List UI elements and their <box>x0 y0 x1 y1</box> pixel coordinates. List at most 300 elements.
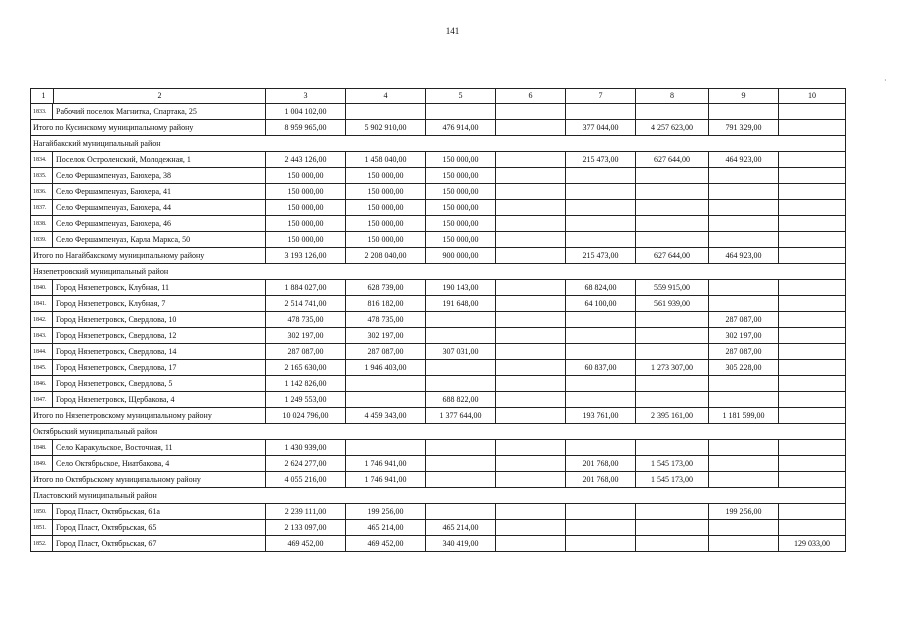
value-c6 <box>496 328 566 344</box>
district-row <box>31 264 846 280</box>
district-row <box>31 424 846 440</box>
value-c7: 193 761,00 <box>566 408 636 424</box>
value-c6 <box>496 168 566 184</box>
value-c3: 1 142 826,00 <box>266 376 346 392</box>
table-row <box>31 280 846 296</box>
value-c4: 1 946 403,00 <box>346 360 426 376</box>
value-c4: 2 208 040,00 <box>346 248 426 264</box>
value-c5: 150 000,00 <box>426 232 496 248</box>
value-c6 <box>496 296 566 312</box>
address-cell <box>31 328 266 344</box>
value-c8: 4 257 623,00 <box>636 120 709 136</box>
value-c7: 68 824,00 <box>566 280 636 296</box>
value-c4 <box>346 392 426 408</box>
district-name: Нязепетровский муниципальный район <box>31 264 846 280</box>
address-cell <box>31 280 266 296</box>
address-cell <box>31 456 266 472</box>
value-c5 <box>426 312 496 328</box>
table-row <box>31 520 846 536</box>
value-c8: 1 545 173,00 <box>636 456 709 472</box>
value-c10: 129 033,00 <box>779 536 846 552</box>
row-number: 1834. <box>33 156 47 163</box>
row-address: Село Фершампенуаз, Баюхера, 38 <box>52 168 171 183</box>
value-c3: 2 133 097,00 <box>266 520 346 536</box>
value-c10 <box>779 408 846 424</box>
value-c6 <box>496 376 566 392</box>
value-c4: 1 458 040,00 <box>346 152 426 168</box>
table-row <box>31 296 846 312</box>
value-c5: 465 214,00 <box>426 520 496 536</box>
value-c10 <box>779 296 846 312</box>
value-c4: 1 746 941,00 <box>346 456 426 472</box>
value-c9: 287 087,00 <box>709 312 779 328</box>
value-c6 <box>496 232 566 248</box>
value-c9: 302 197,00 <box>709 328 779 344</box>
value-c10 <box>779 168 846 184</box>
value-c10 <box>779 520 846 536</box>
value-c8 <box>636 376 709 392</box>
value-c5: 150 000,00 <box>426 152 496 168</box>
value-c8 <box>636 104 709 120</box>
row-address: Село Фершампенуаз, Баюхера, 44 <box>52 200 171 215</box>
row-address: Город Нязепетровск, Свердлова, 10 <box>52 312 176 327</box>
value-c7 <box>566 376 636 392</box>
value-c3: 1 004 102,00 <box>266 104 346 120</box>
row-address: Город Нязепетровск, Щербакова, 4 <box>52 392 174 407</box>
row-number: 1844. <box>33 348 47 355</box>
value-c9 <box>709 536 779 552</box>
header-cell-3: 3 <box>266 89 346 104</box>
value-c10 <box>779 328 846 344</box>
value-c7 <box>566 344 636 360</box>
value-c8: 561 939,00 <box>636 296 709 312</box>
value-c8 <box>636 504 709 520</box>
value-c10 <box>779 504 846 520</box>
value-c7 <box>566 184 636 200</box>
table-row <box>31 392 846 408</box>
value-c7: 215 473,00 <box>566 248 636 264</box>
value-c4: 287 087,00 <box>346 344 426 360</box>
value-c5 <box>426 504 496 520</box>
value-c10 <box>779 152 846 168</box>
value-c3: 302 197,00 <box>266 328 346 344</box>
total-label: Итого по Нагайбакскому муниципальному району <box>31 248 266 264</box>
row-number: 1840. <box>33 284 47 291</box>
value-c9 <box>709 392 779 408</box>
value-c7: 201 768,00 <box>566 472 636 488</box>
row-number: 1850. <box>33 508 47 515</box>
address-cell <box>31 232 266 248</box>
address-cell <box>31 200 266 216</box>
table-row <box>31 104 846 120</box>
value-c4: 465 214,00 <box>346 520 426 536</box>
value-c5: 150 000,00 <box>426 184 496 200</box>
value-c3: 150 000,00 <box>266 200 346 216</box>
table-row <box>31 440 846 456</box>
value-c7 <box>566 232 636 248</box>
value-c7 <box>566 504 636 520</box>
value-c8 <box>636 312 709 328</box>
value-c9: 464 923,00 <box>709 248 779 264</box>
value-c4 <box>346 376 426 392</box>
value-c10 <box>779 312 846 328</box>
value-c6 <box>496 216 566 232</box>
value-c10 <box>779 280 846 296</box>
value-c4: 469 452,00 <box>346 536 426 552</box>
value-c3: 478 735,00 <box>266 312 346 328</box>
value-c10 <box>779 200 846 216</box>
row-address: Город Нязепетровск, Свердлова, 5 <box>52 376 172 391</box>
value-c7 <box>566 328 636 344</box>
row-address: Город Пласт, Октябрьская, 67 <box>52 536 156 551</box>
value-c6 <box>496 536 566 552</box>
value-c9: 1 181 599,00 <box>709 408 779 424</box>
row-number: 1841. <box>33 300 47 307</box>
row-number: 1843. <box>33 332 47 339</box>
table-row <box>31 456 846 472</box>
value-c3: 2 443 126,00 <box>266 152 346 168</box>
value-c6 <box>496 312 566 328</box>
value-c9 <box>709 280 779 296</box>
address-cell <box>31 360 266 376</box>
row-number: 1838. <box>33 220 47 227</box>
value-c4 <box>346 104 426 120</box>
value-c5: 900 000,00 <box>426 248 496 264</box>
value-c7 <box>566 392 636 408</box>
value-c7 <box>566 536 636 552</box>
row-number: 1837. <box>33 204 47 211</box>
table-row <box>31 328 846 344</box>
value-c6 <box>496 472 566 488</box>
table-row <box>31 168 846 184</box>
header-cell-5: 5 <box>426 89 496 104</box>
value-c5: 150 000,00 <box>426 216 496 232</box>
total-label: Итого по Октябрьскому муниципальному району <box>31 472 266 488</box>
value-c8: 1 545 173,00 <box>636 472 709 488</box>
value-c7 <box>566 312 636 328</box>
value-c5: 150 000,00 <box>426 168 496 184</box>
value-c3: 150 000,00 <box>266 168 346 184</box>
value-c7 <box>566 520 636 536</box>
page-number: 141 <box>445 26 460 36</box>
total-row <box>31 472 846 488</box>
value-c7: 201 768,00 <box>566 456 636 472</box>
value-c9: 464 923,00 <box>709 152 779 168</box>
row-number: 1849. <box>33 460 47 467</box>
address-cell <box>31 312 266 328</box>
row-address: Рабочий поселок Магнитка, Спартака, 25 <box>52 104 197 119</box>
value-c6 <box>496 248 566 264</box>
district-name: Нагайбакский муниципальный район <box>31 136 846 152</box>
header-cell-9: 9 <box>709 89 779 104</box>
header-cell <box>31 89 266 104</box>
value-c7 <box>566 216 636 232</box>
total-row <box>31 248 846 264</box>
address-cell <box>31 184 266 200</box>
value-c9 <box>709 440 779 456</box>
value-c10 <box>779 216 846 232</box>
row-address: Город Нязепетровск, Свердлова, 12 <box>52 328 176 343</box>
value-c8 <box>636 328 709 344</box>
value-c4: 1 746 941,00 <box>346 472 426 488</box>
value-c8: 2 395 161,00 <box>636 408 709 424</box>
district-name: Пластовский муниципальный район <box>31 488 846 504</box>
value-c7: 377 044,00 <box>566 120 636 136</box>
value-c5: 340 419,00 <box>426 536 496 552</box>
table-row <box>31 312 846 328</box>
value-c5 <box>426 104 496 120</box>
row-number: 1836. <box>33 188 47 195</box>
value-c9 <box>709 168 779 184</box>
value-c5: 150 000,00 <box>426 200 496 216</box>
row-address: Село Фершампенуаз, Баюхера, 41 <box>52 184 171 199</box>
header-cell-2: 2 <box>53 89 262 103</box>
address-cell <box>31 216 266 232</box>
value-c4 <box>346 440 426 456</box>
value-c8 <box>636 344 709 360</box>
value-c10 <box>779 472 846 488</box>
value-c4: 302 197,00 <box>346 328 426 344</box>
value-c9: 791 329,00 <box>709 120 779 136</box>
row-address: Город Нязепетровск, Свердлова, 17 <box>52 360 176 375</box>
value-c7 <box>566 200 636 216</box>
value-c6 <box>496 280 566 296</box>
row-number: 1845. <box>33 364 47 371</box>
value-c3: 150 000,00 <box>266 184 346 200</box>
value-c9 <box>709 104 779 120</box>
row-number: 1852. <box>33 540 47 547</box>
row-address: Город Нязепетровск, Свердлова, 14 <box>52 344 176 359</box>
value-c4: 150 000,00 <box>346 168 426 184</box>
row-address: Город Пласт, Октябрьская, 65 <box>52 520 156 535</box>
table-row <box>31 200 846 216</box>
value-c5 <box>426 440 496 456</box>
table-row <box>31 536 846 552</box>
header-cell-10: 10 <box>779 89 846 104</box>
value-c3: 10 024 796,00 <box>266 408 346 424</box>
value-c5: 190 143,00 <box>426 280 496 296</box>
value-c9: 199 256,00 <box>709 504 779 520</box>
row-number: 1835. <box>33 172 47 179</box>
value-c10 <box>779 248 846 264</box>
value-c10 <box>779 376 846 392</box>
row-number: 1851. <box>33 524 47 531</box>
value-c8 <box>636 168 709 184</box>
value-c4: 4 459 343,00 <box>346 408 426 424</box>
district-name: Октябрьский муниципальный район <box>31 424 846 440</box>
header-cell-1: 1 <box>41 91 46 100</box>
row-address: Село Фершампенуаз, Баюхера, 46 <box>52 216 171 231</box>
value-c8 <box>636 520 709 536</box>
table-row <box>31 376 846 392</box>
value-c4: 150 000,00 <box>346 200 426 216</box>
value-c6 <box>496 408 566 424</box>
value-c8 <box>636 536 709 552</box>
table-row <box>31 152 846 168</box>
value-c6 <box>496 152 566 168</box>
value-c9 <box>709 472 779 488</box>
value-c5 <box>426 472 496 488</box>
value-c8 <box>636 184 709 200</box>
value-c10 <box>779 360 846 376</box>
value-c9 <box>709 200 779 216</box>
value-c5: 1 377 644,00 <box>426 408 496 424</box>
header-cell-7: 7 <box>566 89 636 104</box>
address-cell <box>31 392 266 408</box>
address-cell <box>31 296 266 312</box>
value-c6 <box>496 104 566 120</box>
table-row <box>31 216 846 232</box>
value-c9 <box>709 376 779 392</box>
value-c3: 2 239 111,00 <box>266 504 346 520</box>
value-c4: 150 000,00 <box>346 184 426 200</box>
data-table <box>30 88 846 552</box>
value-c10 <box>779 344 846 360</box>
value-c8 <box>636 232 709 248</box>
address-cell <box>31 104 266 120</box>
table-row <box>31 344 846 360</box>
value-c3: 469 452,00 <box>266 536 346 552</box>
value-c4: 150 000,00 <box>346 216 426 232</box>
value-c5 <box>426 376 496 392</box>
value-c7 <box>566 104 636 120</box>
value-c9: 287 087,00 <box>709 344 779 360</box>
row-address: Село Каракульское, Восточная, 11 <box>52 440 173 455</box>
value-c4: 150 000,00 <box>346 232 426 248</box>
address-cell <box>31 152 266 168</box>
value-c4: 478 735,00 <box>346 312 426 328</box>
address-cell <box>31 504 266 520</box>
header-cell-8: 8 <box>636 89 709 104</box>
value-c3: 1 430 939,00 <box>266 440 346 456</box>
value-c5: 307 031,00 <box>426 344 496 360</box>
value-c4: 628 739,00 <box>346 280 426 296</box>
total-label: Итого по Кусинскому муниципальному району <box>31 120 266 136</box>
value-c5 <box>426 360 496 376</box>
address-cell <box>31 440 266 456</box>
value-c3: 1 884 027,00 <box>266 280 346 296</box>
total-label: Итого по Нязепетровскому муниципальному району <box>31 408 266 424</box>
value-c7: 215 473,00 <box>566 152 636 168</box>
address-cell <box>31 344 266 360</box>
address-cell <box>31 168 266 184</box>
table-row <box>31 360 846 376</box>
row-number: 1848. <box>33 444 47 451</box>
table-row <box>31 504 846 520</box>
value-c9 <box>709 456 779 472</box>
row-number: 1847. <box>33 396 47 403</box>
value-c8: 627 644,00 <box>636 152 709 168</box>
header-row <box>31 89 846 104</box>
value-c6 <box>496 504 566 520</box>
value-c9 <box>709 216 779 232</box>
value-c4: 816 182,00 <box>346 296 426 312</box>
value-c8 <box>636 216 709 232</box>
row-address: Село Октябрьское, Ниатбакова, 4 <box>52 456 169 471</box>
value-c10 <box>779 232 846 248</box>
value-c3: 1 249 553,00 <box>266 392 346 408</box>
value-c10 <box>779 120 846 136</box>
table-row <box>31 232 846 248</box>
value-c6 <box>496 344 566 360</box>
row-address: Поселок Остроленский, Молодежная, 1 <box>52 152 191 167</box>
row-address: Город Пласт, Октябрьская, 61а <box>52 504 160 519</box>
value-c5: 688 822,00 <box>426 392 496 408</box>
row-address: Город Нязепетровск, Клубная, 11 <box>52 280 169 295</box>
value-c8 <box>636 392 709 408</box>
margin-mark: · <box>884 76 887 85</box>
row-number: 1839. <box>33 236 47 243</box>
row-address: Город Нязепетровск, Клубная, 7 <box>52 296 165 311</box>
value-c6 <box>496 440 566 456</box>
value-c5 <box>426 456 496 472</box>
row-number: 1833. <box>33 108 47 115</box>
address-cell <box>31 536 266 552</box>
district-row <box>31 136 846 152</box>
value-c5: 191 648,00 <box>426 296 496 312</box>
value-c8 <box>636 440 709 456</box>
row-number: 1846. <box>33 380 47 387</box>
value-c9: 305 228,00 <box>709 360 779 376</box>
value-c5: 476 914,00 <box>426 120 496 136</box>
table-row <box>31 184 846 200</box>
value-c9 <box>709 232 779 248</box>
header-cell-6: 6 <box>496 89 566 104</box>
value-c3: 287 087,00 <box>266 344 346 360</box>
value-c3: 2 624 277,00 <box>266 456 346 472</box>
value-c10 <box>779 184 846 200</box>
value-c7 <box>566 168 636 184</box>
value-c3: 4 055 216,00 <box>266 472 346 488</box>
row-address: Село Фершампенуаз, Карла Маркса, 50 <box>52 232 190 247</box>
value-c8: 559 915,00 <box>636 280 709 296</box>
value-c8: 627 644,00 <box>636 248 709 264</box>
value-c8: 1 273 307,00 <box>636 360 709 376</box>
value-c3: 2 514 741,00 <box>266 296 346 312</box>
row-number: 1842. <box>33 316 47 323</box>
value-c7 <box>566 440 636 456</box>
value-c5 <box>426 328 496 344</box>
value-c3: 8 959 965,00 <box>266 120 346 136</box>
value-c10 <box>779 456 846 472</box>
value-c3: 3 193 126,00 <box>266 248 346 264</box>
value-c6 <box>496 456 566 472</box>
value-c3: 2 165 630,00 <box>266 360 346 376</box>
address-cell <box>31 376 266 392</box>
value-c6 <box>496 392 566 408</box>
district-row <box>31 488 846 504</box>
value-c6 <box>496 120 566 136</box>
value-c4: 5 902 910,00 <box>346 120 426 136</box>
value-c4: 199 256,00 <box>346 504 426 520</box>
value-c6 <box>496 360 566 376</box>
value-c10 <box>779 440 846 456</box>
total-row <box>31 120 846 136</box>
value-c9 <box>709 296 779 312</box>
value-c6 <box>496 200 566 216</box>
value-c8 <box>636 200 709 216</box>
value-c7: 64 100,00 <box>566 296 636 312</box>
value-c6 <box>496 520 566 536</box>
value-c7: 60 837,00 <box>566 360 636 376</box>
address-cell <box>31 520 266 536</box>
value-c3: 150 000,00 <box>266 216 346 232</box>
value-c6 <box>496 184 566 200</box>
header-cell-4: 4 <box>346 89 426 104</box>
value-c10 <box>779 392 846 408</box>
total-row <box>31 408 846 424</box>
value-c9 <box>709 520 779 536</box>
